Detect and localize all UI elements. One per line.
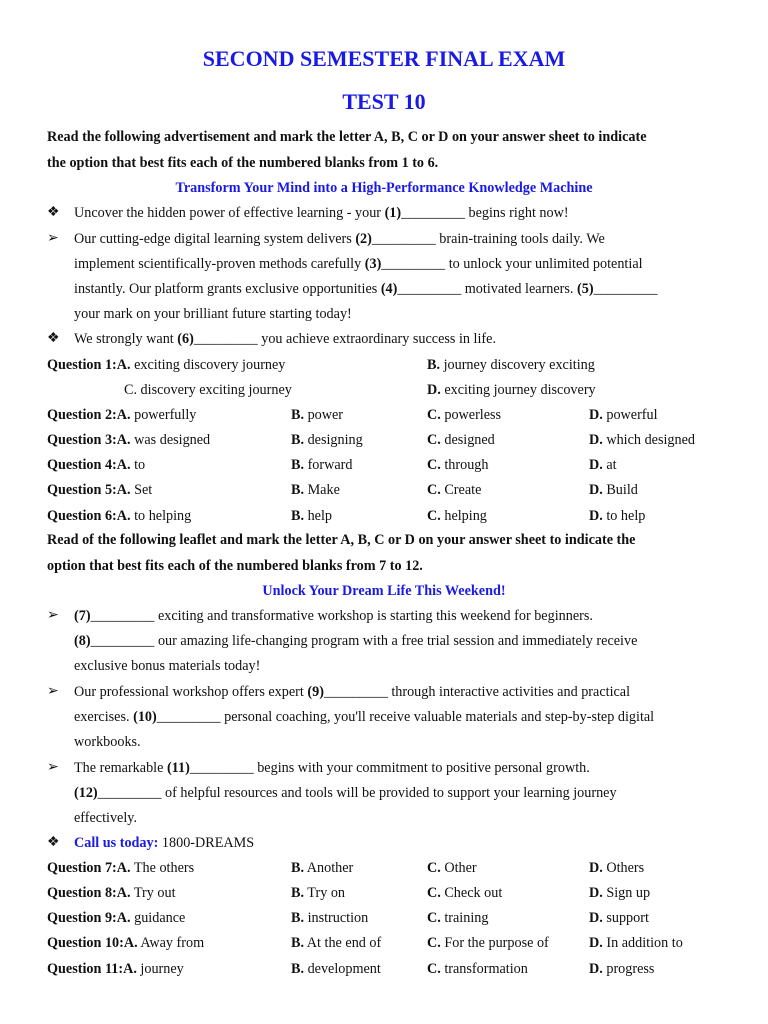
question-8-option-b: B. Try on — [291, 885, 346, 901]
question-7-option-b: B. Another — [291, 860, 354, 876]
arrow-bullet-icon: ➢ — [47, 608, 59, 623]
phone-number: 1800-DREAMS — [158, 835, 255, 851]
part2-bullet1-line1: (7)_________ exciting and transformative workshop is starting this weekend for beginners. — [74, 608, 593, 624]
question-1-option-d: D. exciting journey discovery — [427, 382, 596, 398]
part2-bullet3-line3: effectively. — [74, 810, 138, 826]
question-10-option-b: B. At the end of — [291, 935, 382, 951]
diamond-bullet-icon: ❖ — [47, 205, 60, 220]
part1-bullet2-line2: implement scientifically-proven methods carefully (3)_________ to unlock your unlimited potential — [74, 256, 643, 272]
part2-bullet2-line2: exercises. (10)_________ personal coaching, you'll receive valuable materials and step-by-step digital — [74, 709, 655, 725]
part2-bullet3-line2: (12)_________ of helpful resources and tools will be provided to support your learning journey — [74, 785, 617, 801]
part1-bullet3: We strongly want (6)_________ you achieve extraordinary success in life. — [74, 331, 497, 347]
question-5-option-d: D. Build — [589, 482, 638, 498]
question-3-option-d: D. which designed — [589, 432, 695, 448]
question-9-option-d: D. support — [589, 910, 649, 926]
question-7-option-d: D. Others — [589, 860, 645, 876]
question-3-option-c: C. designed — [427, 432, 495, 448]
part1-bullet2-line1: Our cutting-edge digital learning system delivers (2)_________ brain-training tools daily. We — [74, 231, 605, 247]
part2-instruction-line1: Read of the following leaflet and mark the letter A, B, C or D on your answer sheet to indicate the — [47, 532, 636, 548]
question-3-option-b: B. designing — [291, 432, 363, 448]
question-5-option-b: B. Make — [291, 482, 340, 498]
question-11-option-c: C. transformation — [427, 961, 528, 977]
part2-heading: Unlock Your Dream Life This Weekend! — [262, 583, 506, 599]
question-8-option-c: C. Check out — [427, 885, 503, 901]
question-8-option-a: Question 8:A. Try out — [47, 885, 176, 901]
part2-bullet2-line1: Our professional workshop offers expert (9)_________ through interactive activities and practical — [74, 684, 631, 700]
question-6-option-b: B. help — [291, 508, 332, 524]
arrow-bullet-icon: ➢ — [47, 684, 59, 699]
call-label: Call us today: — [74, 835, 159, 851]
question-4-option-b: B. forward — [291, 457, 353, 473]
question-11-option-a: Question 11:A. journey — [47, 961, 184, 977]
diamond-bullet-icon: ❖ — [47, 835, 60, 850]
question-2-option-d: D. powerful — [589, 407, 658, 423]
question-7-option-a: Question 7:A. The others — [47, 860, 195, 876]
question-1-option-c: C. discovery exciting journey — [124, 382, 292, 398]
question-5-option-c: C. Create — [427, 482, 482, 498]
question-6-option-c: C. helping — [427, 508, 487, 524]
question-9-option-c: C. training — [427, 910, 489, 926]
part1-bullet2-line4: your mark on your brilliant future starting today! — [74, 306, 352, 322]
call-line — [74, 834, 254, 852]
question-2-option-a: Question 2:A. powerfully — [47, 407, 197, 423]
question-11-option-d: D. progress — [589, 961, 655, 977]
diamond-bullet-icon: ❖ — [47, 331, 60, 346]
question-4-option-c: C. through — [427, 457, 489, 473]
question-7-option-c: C. Other — [427, 860, 477, 876]
question-1-option-a: Question 1:A. exciting discovery journey — [47, 357, 286, 373]
part2-bullet1-line2: (8)_________ our amazing life-changing program with a free trial session and immediately receive — [74, 633, 638, 649]
arrow-bullet-icon: ➢ — [47, 231, 59, 246]
question-5-option-a: Question 5:A. Set — [47, 482, 153, 498]
question-2-option-c: C. powerless — [427, 407, 502, 423]
part2-bullet1-line3: exclusive bonus materials today! — [74, 658, 261, 674]
exam-title: SECOND SEMESTER FINAL EXAM — [202, 46, 566, 71]
question-10-option-a: Question 10:A. Away from — [47, 935, 205, 951]
question-10-option-c: C. For the purpose of — [427, 935, 549, 951]
part2-bullet2-line3: workbooks. — [74, 734, 141, 750]
question-10-option-d: D. In addition to — [589, 935, 683, 951]
part1-bullet1: Uncover the hidden power of effective learning - your (1)_________ begins right now! — [74, 205, 569, 221]
part1-heading: Transform Your Mind into a High-Performance Knowledge Machine — [175, 180, 593, 196]
arrow-bullet-icon: ➢ — [47, 760, 59, 775]
part1-instruction-line2: the option that best fits each of the numbered blanks from 1 to 6. — [47, 155, 439, 171]
question-8-option-d: D. Sign up — [589, 885, 651, 901]
test-number: TEST 10 — [342, 89, 426, 114]
question-9-option-a: Question 9:A. guidance — [47, 910, 186, 926]
question-9-option-b: B. instruction — [291, 910, 369, 926]
question-4-option-a: Question 4:A. to — [47, 457, 146, 473]
question-2-option-b: B. power — [291, 407, 344, 423]
question-1-option-b: B. journey discovery exciting — [427, 357, 595, 373]
question-6-option-a: Question 6:A. to helping — [47, 508, 192, 524]
part2-bullet3-line1: The remarkable (11)_________ begins with your commitment to positive personal growth. — [74, 760, 590, 776]
part1-instruction-line1: Read the following advertisement and mark the letter A, B, C or D on your answer sheet to indicate — [47, 129, 647, 145]
question-4-option-d: D. at — [589, 457, 617, 473]
part1-bullet2-line3: instantly. Our platform grants exclusive opportunities (4)_________ motivated learners. (5)_________ — [74, 281, 658, 297]
part2-instruction-line2: option that best fits each of the numbered blanks from 7 to 12. — [47, 558, 423, 574]
question-3-option-a: Question 3:A. was designed — [47, 432, 211, 448]
question-11-option-b: B. development — [291, 961, 381, 977]
question-6-option-d: D. to help — [589, 508, 646, 524]
